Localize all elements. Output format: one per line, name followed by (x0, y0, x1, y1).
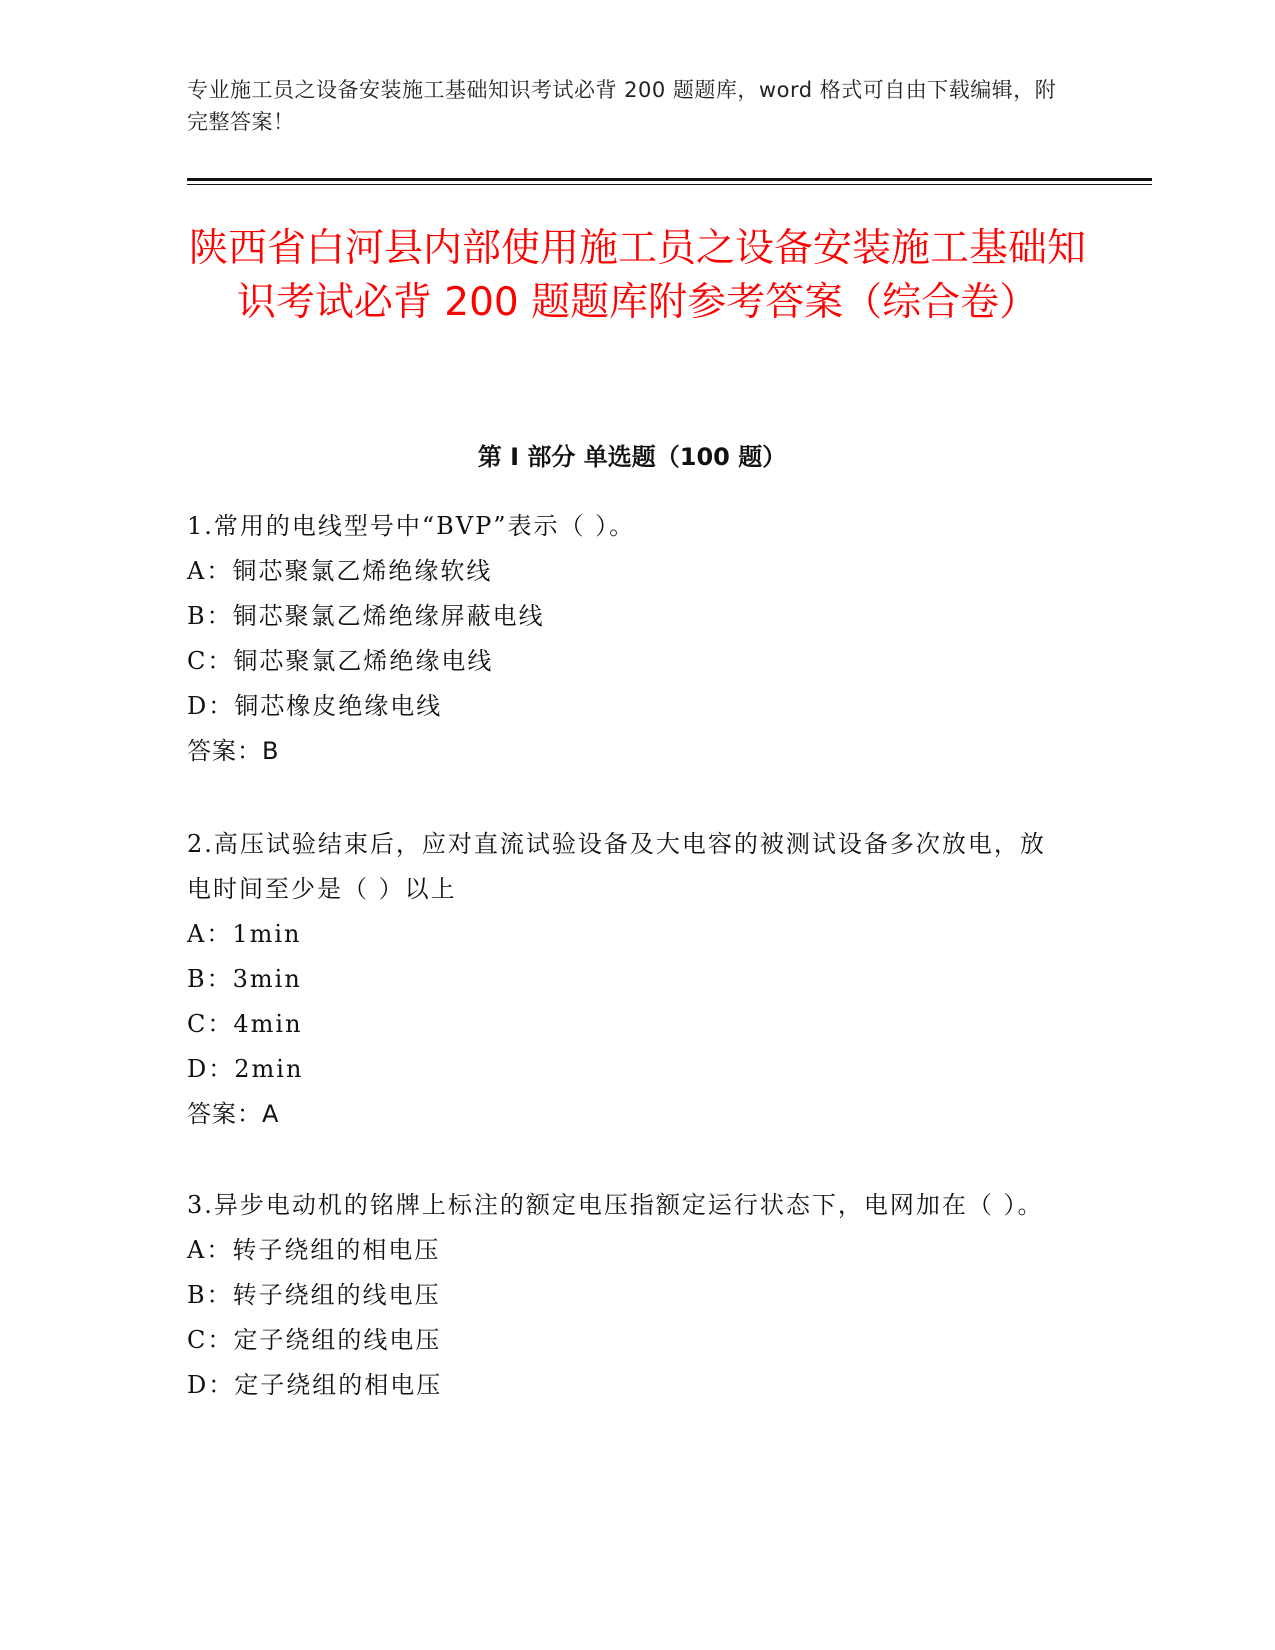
option-a: A：铜芯聚氯乙烯绝缘软线 (187, 557, 493, 585)
header-divider-thin (187, 184, 1152, 185)
question-stem: 3.异步电动机的铭牌上标注的额定电压指额定运行状态下，电网加在（ ）。 (187, 1191, 1044, 1219)
option-d: D：定子绕组的相电压 (187, 1371, 443, 1399)
option-c: C：定子绕组的线电压 (187, 1326, 442, 1354)
option-c: C：4min (187, 1010, 303, 1038)
option-b: B：铜芯聚氯乙烯绝缘屏蔽电线 (187, 602, 545, 630)
question-stem: 2.高压试验结束后，应对直流试验设备及大电容的被测试设备多次放电，放电时间至少是（ ）以上 (187, 830, 1046, 903)
question-3 (187, 1183, 1067, 1408)
question-stem: 1.常用的电线型号中“BVP”表示（ ）。 (187, 512, 636, 540)
answer: 答案：A (187, 1100, 280, 1128)
option-d: D：铜芯橡皮绝缘电线 (187, 692, 443, 720)
question-1 (187, 504, 1067, 774)
option-c: C：铜芯聚氯乙烯绝缘电线 (187, 647, 494, 675)
document-header-note: 专业施工员之设备安装施工基础知识考试必背 200 题题库，word 格式可自由下载编辑，附完整答案！ (187, 78, 1057, 134)
option-a: A：1min (187, 920, 302, 948)
option-d: D：2min (187, 1055, 304, 1083)
option-b: B：3min (187, 965, 302, 993)
answer: 答案：B (187, 737, 280, 765)
question-2 (187, 822, 1067, 1137)
option-b: B：转子绕组的线电压 (187, 1281, 441, 1309)
option-a: A：转子绕组的相电压 (187, 1236, 441, 1264)
section-title: 第 I 部分 单选题（100 题） (477, 443, 787, 471)
header-divider-thick (187, 178, 1152, 181)
document-title: 陕西省白河县内部使用施工员之设备安装施工基础知识考试必背 200 题题库附参考答案（综合卷） (188, 226, 1086, 325)
